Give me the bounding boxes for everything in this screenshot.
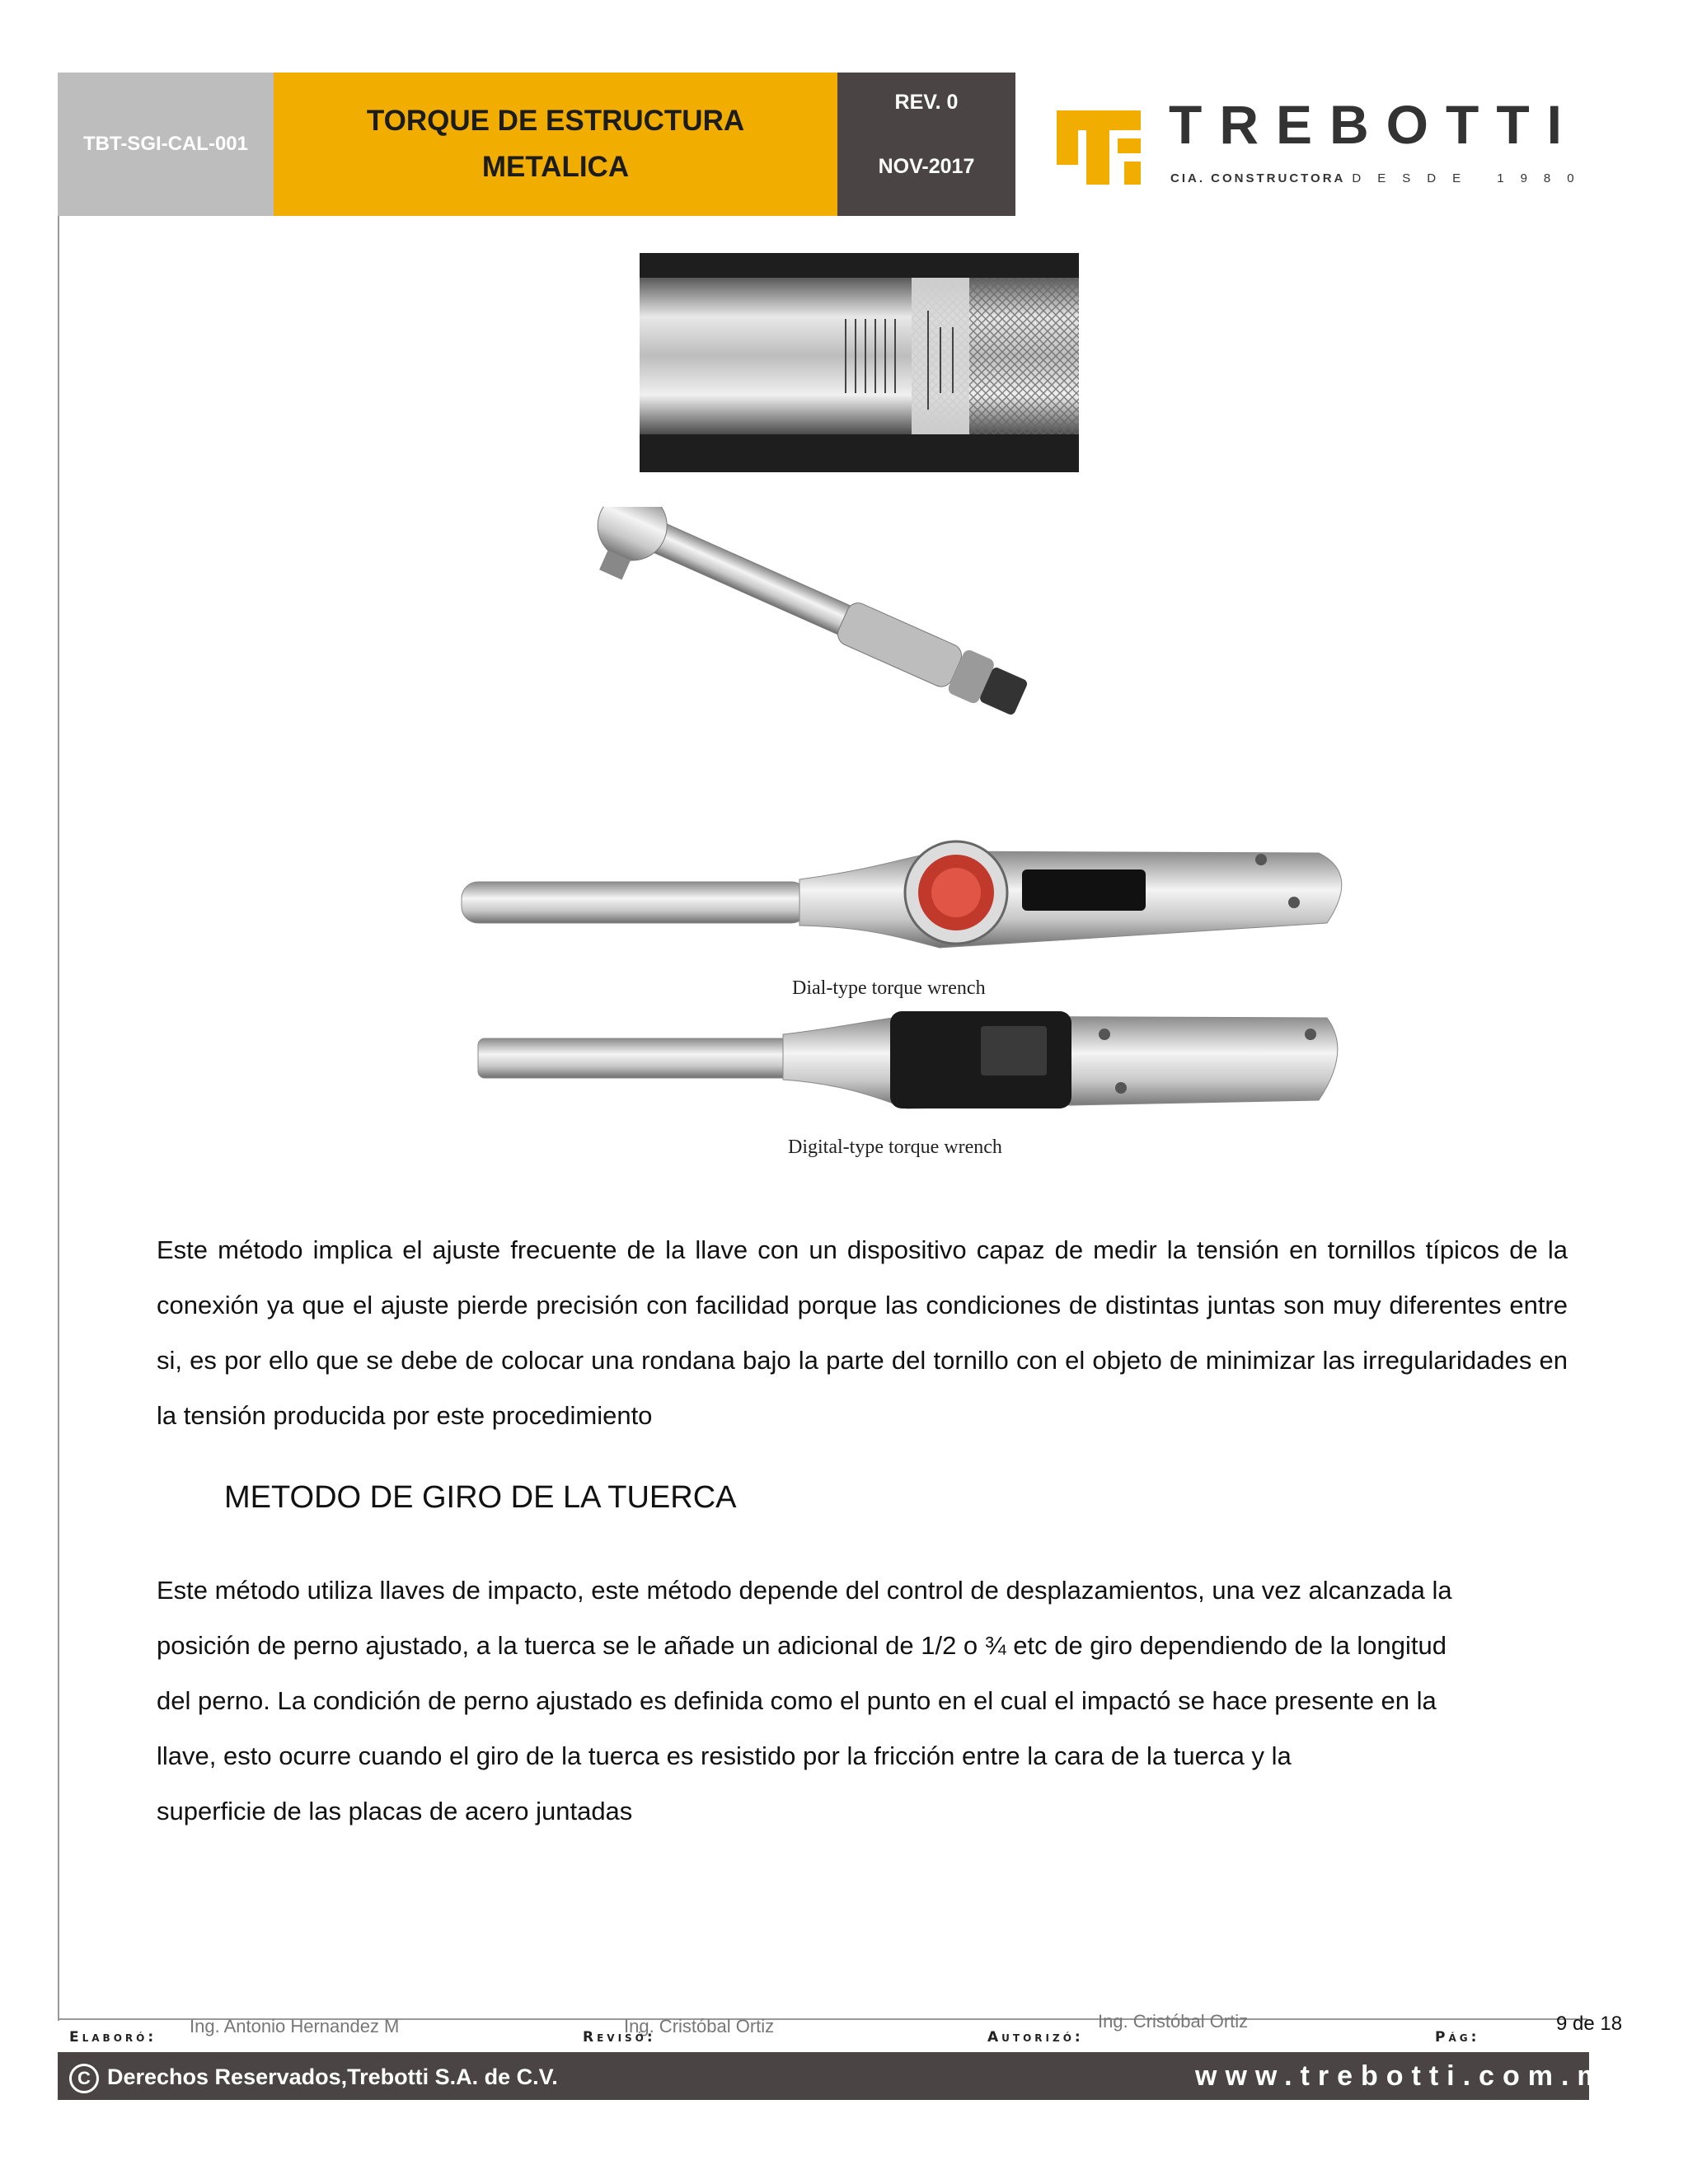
- paragraph-line: Este método utiliza llaves de impacto, este método depende del control de desplazamientos, una vez alcanzada la: [157, 1576, 1452, 1605]
- logo-tagline-text: CIA. CONSTRUCTORA: [1170, 171, 1346, 185]
- section-heading: METODO DE GIRO DE LA TUERCA: [224, 1480, 737, 1515]
- dial-type-wrench-icon: [462, 841, 1342, 948]
- revision-label: REV. 0: [894, 91, 959, 114]
- document-code-text: TBT-SGI-CAL-001: [82, 133, 248, 155]
- document-title: [274, 73, 837, 216]
- logo-wordmark: TREBOTTI: [1169, 94, 1579, 155]
- copyright-text: Derechos Reservados,Trebotti S.A. de C.V.: [107, 2064, 558, 2090]
- elaboro-name: Ing. Antonio Hernandez M: [190, 2016, 400, 2036]
- caption-digital-type: Digital-type torque wrench: [788, 1137, 1002, 1158]
- wrench-scale-photo: [640, 253, 1079, 472]
- autorizo-name: Ing. Cristóbal Ortiz: [1098, 2011, 1249, 2032]
- copyright-icon: C: [69, 2064, 99, 2093]
- logo-since-text: DESDE 1980: [1352, 171, 1591, 185]
- title-line-1: TORQUE DE ESTRUCTURA: [366, 105, 745, 137]
- paragraph-turn-of-nut-method: [157, 1563, 1574, 1839]
- document-code: [58, 73, 274, 216]
- logo-tagline: [1170, 171, 1591, 185]
- paragraph-line: del perno. La condición de perno ajustado es definida como el punto en el cual el impactó se hace presente en la: [157, 1686, 1437, 1715]
- click-type-wrench-icon: [579, 507, 1034, 748]
- digital-type-wrench-icon: [478, 1011, 1338, 1108]
- caption-dial-type: Dial-type torque wrench: [792, 977, 986, 999]
- paragraph-line: posición de perno ajustado, a la tuerca se le añade un adicional de 1/2 o ¾ etc de giro dependiendo de la longitud: [157, 1631, 1447, 1660]
- copyright-notice: [69, 2064, 558, 2093]
- page-number: 9 de 18: [1556, 2013, 1623, 2035]
- reviso-label: Revisó:: [583, 2029, 656, 2046]
- paragraph-line: llave, esto ocurre cuando el giro de la tuerca es resistido por la fricción entre la cara de la tuerca y la: [157, 1741, 1292, 1770]
- torque-wrench-illustrations: [445, 507, 1368, 1166]
- paragraph-line: superficie de las placas de acero juntadas: [157, 1797, 633, 1825]
- website-link[interactable]: www.trebotti.com.mx: [1195, 2060, 1634, 2092]
- title-line-2: METALICA: [481, 151, 630, 183]
- elaboro-label: Elaboró:: [69, 2029, 157, 2046]
- revision-box: [837, 73, 1015, 216]
- left-margin-rule: [58, 216, 59, 2021]
- paragraph-torque-wrench-method: Este método implica el ajuste frecuente de la llave con un dispositivo capaz de medir la tensión en tornillos típicos de la conexión ya que el ajuste pierde precisión con facilidad porque las condiciones de distintas juntas son muy diferentes entre si, es por ello que se debe de colocar una rondana bajo la parte del tornillo con el objeto de minimizar las irregularidades en la tensión producida por este procedimiento: [157, 1235, 1568, 1430]
- autorizo-label: Autorizó:: [987, 2029, 1084, 2046]
- revision-date: NOV-2017: [878, 155, 975, 178]
- trebotti-logo-icon: [1057, 110, 1141, 185]
- reviso-name: Ing. Cristóbal Ortiz: [624, 2016, 775, 2036]
- pag-label: Pág:: [1435, 2029, 1480, 2046]
